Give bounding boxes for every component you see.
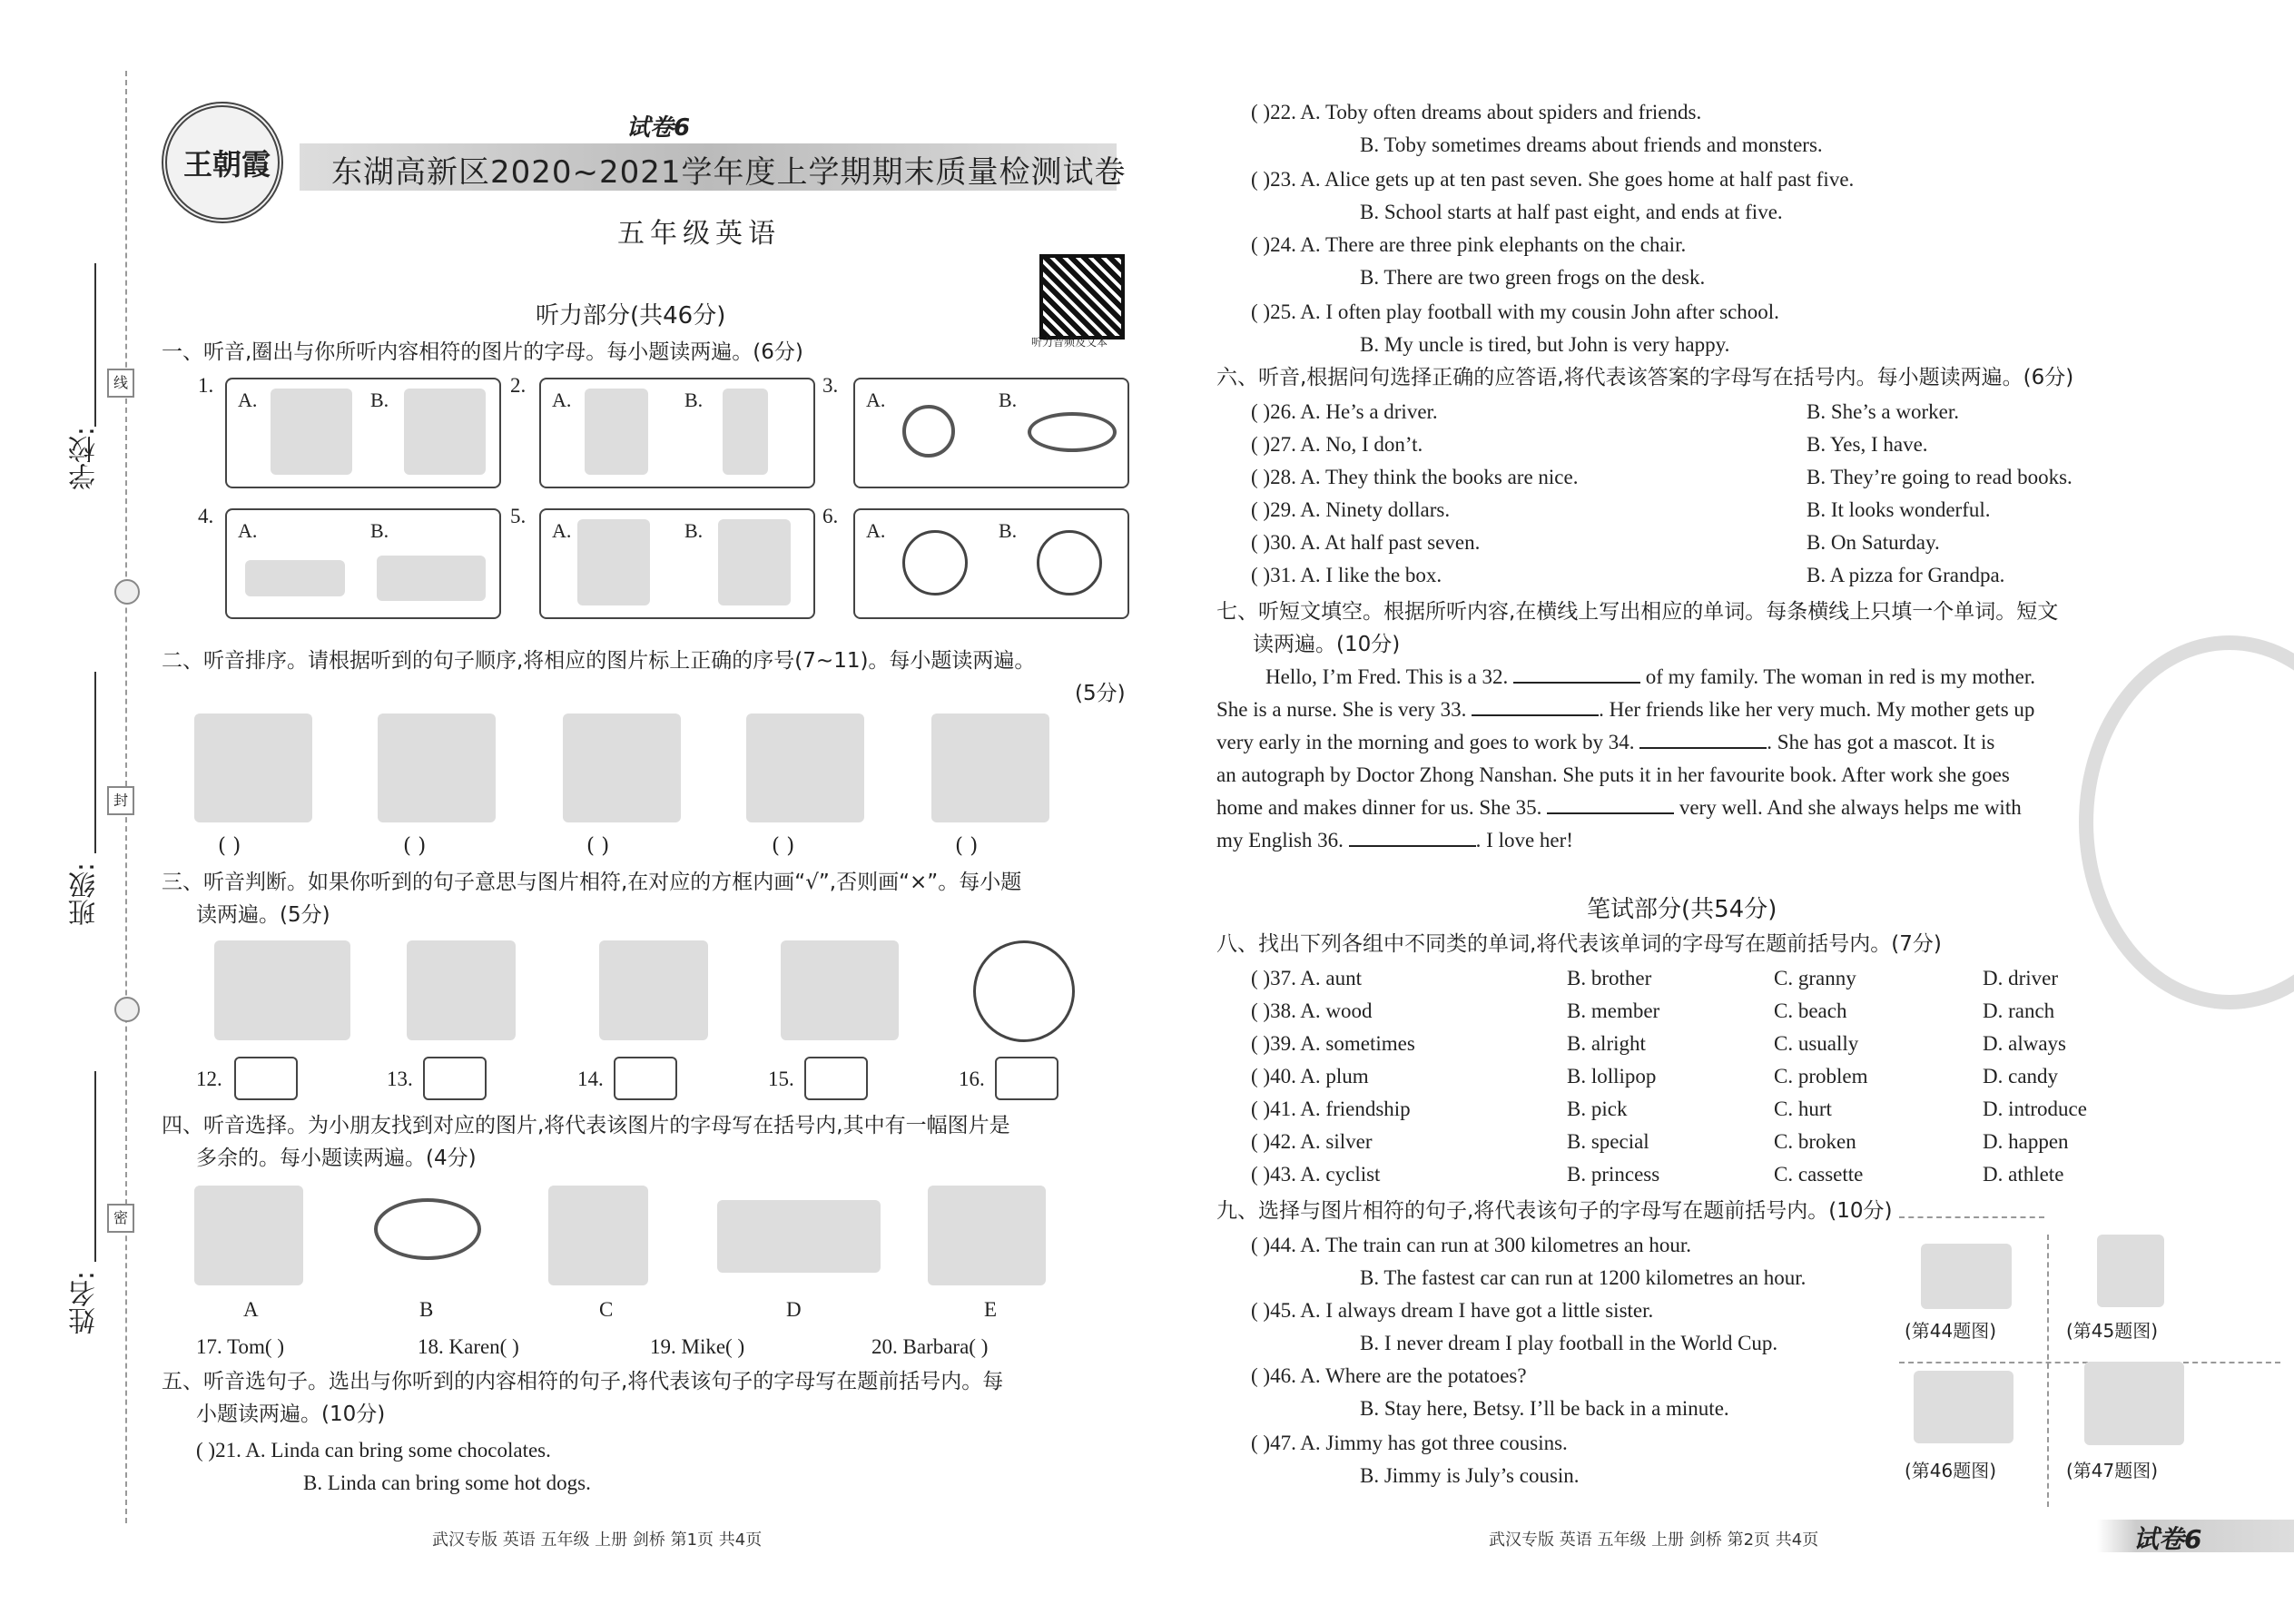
option-a-label[interactable]: A.	[866, 519, 886, 542]
section-4-heading-cont: 多余的。每小题读两遍。(4分)	[196, 1147, 477, 1170]
judge-box[interactable]	[804, 1057, 868, 1100]
girl-picture	[2097, 1235, 2164, 1307]
child-answer[interactable]: 17. Tom( )	[196, 1335, 284, 1358]
item-number: 5.	[510, 505, 527, 527]
section-4-heading: 四、听音选择。为小朋友找到对应的图片,将代表该图片的字母写在括号内,其中有一幅图片是	[162, 1114, 1010, 1137]
question-27-b: B. Yes, I have.	[1807, 433, 1928, 456]
monster-picture	[271, 389, 352, 475]
section-1-heading: 一、听音,圈出与你所听内容相符的图片的字母。每小题读两遍。(6分)	[162, 340, 803, 364]
passage-line: an autograph by Doctor Zhong Nanshan. She puts it in her favourite book. After work she goes	[1216, 763, 2010, 786]
option-b-label[interactable]: B.	[684, 389, 704, 411]
page-footer-right: 武汉专版 英语 五年级 上册 剑桥 第2页 共4页	[1489, 1530, 1819, 1550]
option-c: C. hurt	[1774, 1097, 1832, 1120]
answer-parentheses[interactable]: ( )	[586, 834, 610, 858]
picture-box	[539, 378, 815, 488]
section-3-heading: 三、听音判断。如果你听到的句子意思与图片相符,在对应的方框内画“√”,否则画“×”。每小题	[162, 871, 1022, 894]
option-c: C. broken	[1774, 1130, 1856, 1153]
section-5-heading-cont: 小题读两遍。(10分)	[196, 1403, 386, 1426]
question-40[interactable]: ( )40. A. plum	[1251, 1065, 1369, 1088]
family-picture	[1914, 1371, 2013, 1443]
shells-picture	[717, 1200, 881, 1273]
story-picture	[563, 714, 681, 822]
name-field[interactable]	[94, 1071, 96, 1262]
item-number: 16.	[959, 1068, 985, 1090]
question-30-b: B. On Saturday.	[1807, 531, 1940, 554]
answer-parentheses[interactable]: ( )	[772, 834, 795, 858]
doctor-picture	[718, 519, 791, 605]
brand-logo: 王朝霞	[162, 102, 283, 223]
child-answer[interactable]: 19. Mike( )	[650, 1335, 745, 1358]
question-46-a[interactable]: ( )46. A. Where are the potatoes?	[1251, 1364, 1527, 1387]
question-30-a[interactable]: ( )30. A. At half past seven.	[1251, 531, 1481, 554]
picture-box	[225, 378, 501, 488]
section-2-heading: 二、听音排序。请根据听到的句子顺序,将相应的图片标上正确的序号(7~11)。每小题读两遍。	[162, 649, 1036, 673]
question-45-b: B. I never dream I play football in the World Cup.	[1360, 1332, 1778, 1354]
ring-picture	[902, 405, 955, 458]
subject-title: 五年级英语	[617, 218, 781, 250]
option-c: C. usually	[1774, 1032, 1859, 1055]
series-badge: 试卷6	[626, 114, 691, 142]
option-d: D. always	[1983, 1032, 2066, 1055]
question-41[interactable]: ( )41. A. friendship	[1251, 1097, 1411, 1120]
story-picture	[378, 714, 496, 822]
picture-letter: D	[786, 1298, 802, 1321]
picture-caption: (第45题图)	[2066, 1320, 2159, 1342]
question-25-a[interactable]: ( )25. A. I often play football with my cousin John after school.	[1251, 300, 1779, 323]
flying-picture	[245, 560, 345, 596]
picture-caption: (第46题图)	[1905, 1460, 1997, 1481]
question-29-a[interactable]: ( )29. A. Ninety dollars.	[1251, 498, 1451, 521]
child-answer[interactable]: 20. Barbara( )	[871, 1335, 989, 1358]
question-43[interactable]: ( )43. A. cyclist	[1251, 1163, 1381, 1186]
option-c: C. granny	[1774, 967, 1856, 989]
school-label: 学校:	[69, 427, 101, 491]
option-d: D. ranch	[1983, 999, 2055, 1022]
koala-picture	[407, 940, 516, 1040]
section-8-heading: 八、找出下列各组中不同类的单词,将代表该单词的字母写在题前括号内。(7分)	[1216, 932, 1942, 956]
picture-box	[225, 508, 501, 619]
passage-line: very early in the morning and goes to work by 34. . She has got a mascot. It is	[1216, 731, 1995, 753]
option-c: C. problem	[1774, 1065, 1868, 1088]
answer-parentheses[interactable]: ( )	[218, 834, 241, 858]
option-a-label[interactable]: A.	[866, 389, 886, 411]
question-23-b: B. School starts at half past eight, and ends at five.	[1360, 201, 1783, 223]
question-47-a[interactable]: ( )47. A. Jimmy has got three cousins.	[1251, 1432, 1568, 1454]
item-number: 3.	[822, 374, 839, 397]
judge-box[interactable]	[614, 1057, 677, 1100]
option-c: C. beach	[1774, 999, 1847, 1022]
nurse-picture	[577, 519, 650, 605]
question-24-a[interactable]: ( )24. A. There are three pink elephants on the chair.	[1251, 233, 1687, 256]
item-number: 4.	[198, 505, 214, 527]
question-27-a[interactable]: ( )27. A. No, I don’t.	[1251, 433, 1423, 456]
question-47-b: B. Jimmy is July’s cousin.	[1360, 1464, 1580, 1487]
page-footer-left: 武汉专版 英语 五年级 上册 剑桥 第1页 共4页	[432, 1530, 763, 1550]
section-7-heading-cont: 读两遍。(10分)	[1253, 633, 1401, 656]
option-b-label[interactable]: B.	[999, 389, 1018, 411]
name-label: 姓名:	[69, 1271, 101, 1335]
question-46-b: B. Stay here, Betsy. I’ll be back in a minute.	[1360, 1397, 1729, 1420]
section-3-heading-cont: 读两遍。(5分)	[196, 903, 330, 927]
option-d: D. introduce	[1983, 1097, 2087, 1120]
seal-mark-line: 线	[107, 369, 134, 398]
milk-carton-picture	[723, 389, 768, 475]
swimming-picture	[377, 556, 486, 601]
child-answer[interactable]: 18. Karen( )	[418, 1335, 519, 1358]
option-b-label[interactable]: B.	[370, 389, 389, 411]
listening-header: 听力部分(共46分)	[536, 302, 726, 330]
item-number: 12.	[196, 1068, 222, 1090]
option-b: B. member	[1567, 999, 1660, 1022]
qr-caption: 听力音频及文本	[1031, 336, 1108, 349]
question-25-b: B. My uncle is tired, but John is very happy.	[1360, 333, 1730, 356]
section-6-heading: 六、听音,根据问句选择正确的应答语,将代表该答案的字母写在括号内。每小题读两遍。(6分)	[1216, 366, 2074, 389]
question-21-b: B. Linda can bring some hot dogs.	[303, 1471, 591, 1494]
option-b-label[interactable]: B.	[370, 519, 389, 542]
blank-32[interactable]	[1513, 682, 1640, 684]
blank-36[interactable]	[1349, 845, 1476, 847]
picture-caption: (第44题图)	[1905, 1320, 1997, 1342]
badge-picture	[928, 1186, 1046, 1285]
class-label: 班级:	[69, 862, 101, 927]
blank-33[interactable]	[1472, 714, 1599, 716]
question-37[interactable]: ( )37. A. aunt	[1251, 967, 1363, 989]
corner-badge: 试卷6	[2133, 1524, 2202, 1554]
option-b: B. special	[1567, 1130, 1649, 1153]
story-picture	[931, 714, 1049, 822]
question-26-a[interactable]: ( )26. A. He’s a driver.	[1251, 400, 1438, 423]
option-b: B. pick	[1567, 1097, 1628, 1120]
blank-34[interactable]	[1639, 747, 1767, 749]
question-28-b: B. They’re going to read books.	[1807, 466, 2072, 488]
clock-picture	[1037, 530, 1102, 595]
family-tree-picture	[2084, 1362, 2184, 1445]
option-b: B. lollipop	[1567, 1065, 1657, 1088]
answer-parentheses[interactable]: ( )	[955, 834, 979, 858]
man-picture	[781, 940, 899, 1040]
item-number: 6.	[822, 505, 839, 527]
question-22-b: B. Toby sometimes dreams about friends and monsters.	[1360, 133, 1823, 156]
item-number: 13.	[387, 1068, 413, 1090]
question-38[interactable]: ( )38. A. wood	[1251, 999, 1373, 1022]
binding-hole	[114, 997, 140, 1022]
picture-letter: B	[419, 1298, 434, 1321]
section-9-heading: 九、选择与图片相符的句子,将代表该句子的字母写在题前括号内。(10分)	[1216, 1199, 1893, 1223]
story-picture	[746, 714, 864, 822]
bracelet-picture	[1028, 412, 1117, 452]
option-a-label[interactable]: A.	[552, 519, 572, 542]
question-24-b: B. There are two green frogs on the desk.	[1360, 266, 1706, 289]
qr-code[interactable]	[1039, 254, 1125, 340]
class-field[interactable]	[94, 672, 96, 853]
option-c: C. cassette	[1774, 1163, 1864, 1186]
picture-box	[853, 508, 1129, 619]
section-5-heading: 五、听音选句子。选出与你听到的内容相符的句子,将代表该句子的字母写在题前括号内。每	[162, 1370, 1004, 1393]
item-number: 2.	[510, 374, 527, 397]
passage-line: Hello, I’m Fred. This is a 32. of my family. The woman in red is my mother.	[1265, 665, 2036, 688]
binding-hole	[114, 579, 140, 605]
passage-line: She is a nurse. She is very 33. . Her friends like her very much. My mother gets up	[1216, 698, 2035, 721]
picture-letter: A	[243, 1298, 259, 1321]
option-b: B. brother	[1567, 967, 1652, 989]
item-number: 15.	[768, 1068, 794, 1090]
stamps-picture	[548, 1186, 648, 1285]
story-picture	[194, 714, 312, 822]
answer-parentheses[interactable]: ( )	[403, 834, 427, 858]
judge-box[interactable]	[995, 1057, 1058, 1100]
passage-line: home and makes dinner for us. She 35. very well. And she always helps me with	[1216, 796, 2022, 819]
train-picture	[1921, 1244, 2012, 1309]
question-22-a[interactable]: ( )22. A. Toby often dreams about spiders and friends.	[1251, 101, 1702, 123]
section-2-score: (5分)	[1075, 682, 1126, 705]
old-man-picture	[404, 389, 486, 475]
section-7-heading: 七、听短文填空。根据所听内容,在横线上写出相应的单词。每条横线上只填一个单词。短文	[1216, 600, 2059, 624]
exam-title: 东湖高新区2020~2021学年度上学期期末质量检测试卷	[331, 154, 1127, 191]
question-31-a[interactable]: ( )31. A. I like the box.	[1251, 564, 1442, 586]
question-44-a[interactable]: ( )44. A. The train can run at 300 kilometres an hour.	[1251, 1234, 1692, 1256]
question-23-a[interactable]: ( )23. A. Alice gets up at ten past seven. She goes home at half past five.	[1251, 168, 1855, 191]
option-d: D. happen	[1983, 1130, 2069, 1153]
watermark-seal	[2079, 635, 2294, 1009]
option-b: B. princess	[1567, 1163, 1660, 1186]
question-42[interactable]: ( )42. A. silver	[1251, 1130, 1373, 1153]
passage-line: my English 36. . I love her!	[1216, 829, 1573, 851]
picture-box	[539, 508, 815, 619]
question-39[interactable]: ( )39. A. sometimes	[1251, 1032, 1415, 1055]
writing-header: 笔试部分(共54分)	[1587, 896, 1777, 923]
school-field[interactable]	[94, 263, 96, 427]
option-a-label[interactable]: A.	[238, 389, 258, 411]
horse-riding-picture	[214, 940, 350, 1040]
picture-caption: (第47题图)	[2066, 1460, 2159, 1481]
seal-mark-seal: 封	[107, 786, 134, 815]
option-b: B. alright	[1567, 1032, 1646, 1055]
seal-mark-secret: 密	[107, 1204, 134, 1233]
ice-cream-picture	[585, 389, 648, 475]
question-28-a[interactable]: ( )28. A. They think the books are nice.	[1251, 466, 1579, 488]
item-number: 14.	[577, 1068, 604, 1090]
picture-box	[853, 378, 1129, 488]
clock-picture	[973, 940, 1075, 1042]
option-a-label[interactable]: A.	[238, 519, 258, 542]
elephant-picture	[599, 940, 708, 1040]
picture-letter: E	[984, 1298, 998, 1321]
option-d: D. driver	[1983, 967, 2059, 989]
judge-box[interactable]	[234, 1057, 298, 1100]
option-b-label[interactable]: B.	[684, 519, 704, 542]
question-26-b: B. She’s a worker.	[1807, 400, 1960, 423]
question-21-a[interactable]: ( )21. A. Linda can bring some chocolates.	[196, 1439, 551, 1462]
blank-35[interactable]	[1547, 812, 1674, 814]
question-44-b: B. The fastest car can run at 1200 kilometres an hour.	[1360, 1266, 1807, 1289]
question-45-a[interactable]: ( )45. A. I always dream I have got a little sister.	[1251, 1299, 1654, 1322]
postcard-picture	[194, 1186, 303, 1285]
option-b-label[interactable]: B.	[999, 519, 1018, 542]
option-d: D. athlete	[1983, 1163, 2064, 1186]
option-d: D. candy	[1983, 1065, 2059, 1088]
question-29-b: B. It looks wonderful.	[1807, 498, 1991, 521]
question-31-b: B. A pizza for Grandpa.	[1807, 564, 2005, 586]
item-number: 1.	[198, 374, 214, 397]
picture-letter: C	[599, 1298, 614, 1321]
option-a-label[interactable]: A.	[552, 389, 572, 411]
bracelet-picture	[374, 1198, 481, 1260]
clock-picture	[902, 530, 968, 595]
judge-box[interactable]	[423, 1057, 487, 1100]
